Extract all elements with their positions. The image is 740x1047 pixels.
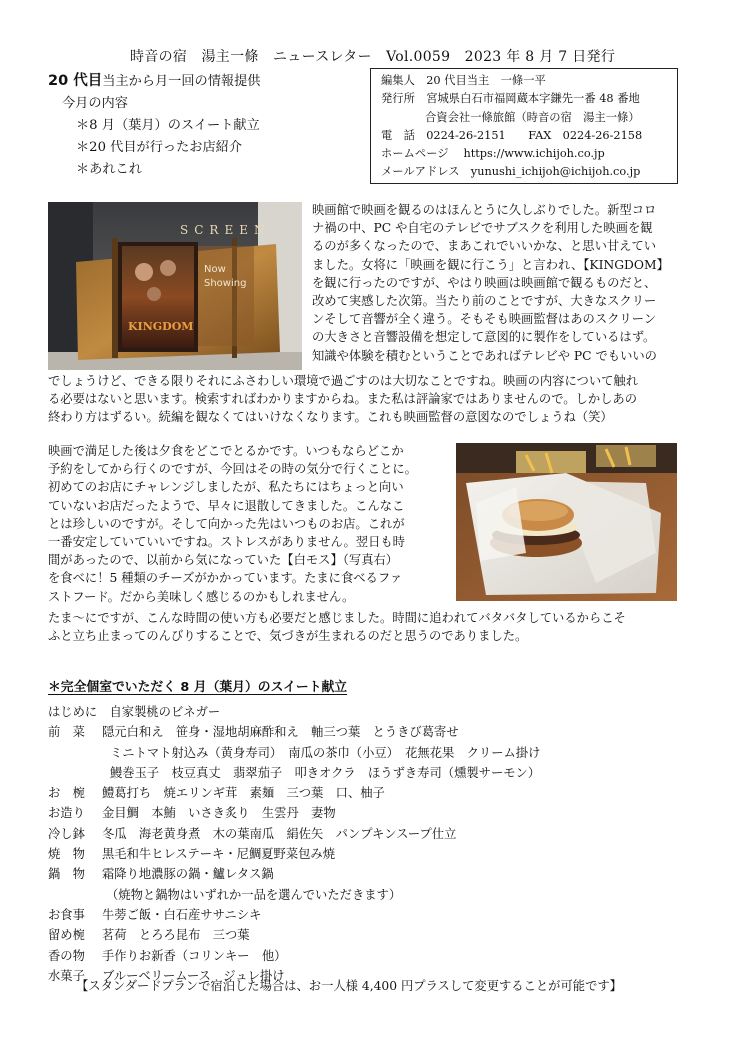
menu-course-items: 手作りお新香（コリンキー 他） [102, 948, 287, 963]
menu-row-nabe [48, 864, 708, 884]
homepage-link[interactable]: ホームページ https://www.ichijoh.co.jp [381, 147, 605, 161]
plan-upgrade-note: 【スタンダードプランで宿泊した場合は、お一人様 4,400 円プラスして変更することが可能です】 [76, 979, 622, 993]
newsletter-header: 時音の宿 湯主一條 ニュースレター Vol.0059 2023 年 8 月 7 日発行 [130, 49, 616, 65]
menu-course-label: 香の物 [48, 948, 85, 963]
menu-course-items: 黒毛和牛ヒレステーキ・尼鯛夏野菜包み焼 [102, 847, 336, 862]
publisher-company: 合資会社一條旅館（時音の宿 湯主一條） [425, 110, 640, 124]
contents-item: ＊20 代目が行ったお店紹介 [76, 140, 243, 155]
suite-menu-list [48, 702, 708, 986]
menu-course-label: 留め椀 [48, 928, 85, 943]
menu-row-owan [48, 783, 708, 803]
menu-course-items: 霜降り地濃豚の鍋・鱸レタス鍋 [102, 867, 274, 882]
menu-course-label: お造り [48, 806, 85, 821]
menu-course-items: 牛蒡ご飯・白石産ササニシキ [102, 907, 262, 922]
menu-row-otsukuri [48, 803, 708, 823]
article-line: でしょうけど、できる限りそれにふさわしい環境で過ごすのは大切なことですね。映画の内容について触れ [48, 374, 639, 388]
intro-heading [48, 70, 368, 93]
sign-showing-text: Showing [204, 278, 247, 289]
article-line: 改めて実感した次第。当たり前のことですが、大きなスクリー [312, 294, 657, 309]
article-line: る必要はないと思います。検索すればわかりますからね。また私は評論家ではありませんので。しかしあの [48, 392, 638, 407]
menu-row-zensai [48, 722, 708, 742]
cinema-photo-illustration [48, 202, 302, 370]
intro-block [48, 70, 368, 181]
menu-course-label: 水菓子 [48, 968, 85, 983]
menu-course-label: 冷し鉢 [48, 826, 85, 841]
article-line: 知識や体験を積むということであればテレビや PC でもいいの [312, 348, 657, 363]
publisher-info-box [370, 68, 678, 184]
article-cinema-column [312, 201, 688, 365]
article-line: ふと立ち止まってのんびりすることで、気づきが生まれるのだと思うのでありました。 [48, 629, 528, 644]
menu-row-konomono [48, 946, 708, 966]
menu-course-label: お 椀 [48, 786, 85, 801]
article-line: 終わり方はずるい。続編を観なくてはいけなくなります。これも映画監督の意図なのでしょうね（笑） [48, 410, 613, 425]
intro-heading-bold: 20 代目 [48, 73, 103, 89]
menu-row-zensai-2: ミニトマト射込み（黄身寿司） 南瓜の茶巾（小豆） 花無花果 クリーム掛け [110, 745, 541, 760]
cinema-photo [48, 202, 302, 370]
publisher-address: 発行所 宮城県白石市福岡蔵本字鎌先一番 48 番地 [381, 92, 640, 106]
menu-course-items: 鱧葛打ち 焼エリンギ茸 素麺 三つ葉 口、柚子 [102, 786, 385, 801]
article-line: 初めてのお店にチャレンジしましたが、私たちにはちょっと向い [48, 480, 404, 495]
poster-title-text: KINGDOM [128, 320, 194, 333]
contents-item: ＊8 月（葉月）のスイート献立 [76, 118, 260, 133]
editor-line: 編集人 20 代目当主 一條一平 [381, 74, 546, 87]
contents-item: ＊あれこれ [76, 162, 142, 177]
sign-screen-text: SCREEN [180, 223, 271, 237]
article-line: 映画で満足した後は夕食をどこでとるかです。いつもならどこか [48, 444, 404, 458]
article-line: たま～にですが、こんな時間の使い方も必要だと感じました。時間に追われてバタバタしているからこそ [48, 611, 626, 625]
menu-row-tomewan [48, 925, 708, 945]
menu-row-hajime: はじめに 自家製桃のビネガー [48, 705, 221, 719]
article-line: るのが多くなったので、まあこれでいいかな、と思い甘えてい [312, 239, 657, 254]
article-cinema-continued [48, 372, 688, 427]
article-line: 間があったので、以前から気になっていた【白モス】（写真右） [48, 553, 399, 568]
article-line: ストフード。だから美味しく感じるのかもしれません。 [48, 589, 355, 604]
intro-heading-rest: 当主から月一回の情報提供 [102, 74, 261, 89]
menu-course-items: 金目鯛 本鮪 いさき炙り 生雲丹 妻物 [102, 806, 336, 821]
menu-course-label: 焼 物 [48, 847, 85, 862]
menu-row-nabe-note: （焼物と鍋物はいずれか一品を選んでいただきます） [106, 887, 402, 902]
menu-row-shokuji [48, 905, 708, 925]
menu-course-items: 冬瓜 海老黄身煮 木の葉南瓜 絹佐矢 パンプキンスープ仕立 [102, 826, 457, 841]
article-line: を観に行ったのですが、やはり映画は映画館で観るものだと、 [312, 275, 657, 290]
menu-course-items: 茗荷 とろろ昆布 三つ葉 [102, 928, 250, 943]
article-dinner-column [48, 442, 450, 606]
article-line: ました。女将に「映画を観に行こう」と言われ、【KINGDOM】 [312, 257, 669, 272]
article-closing [48, 609, 708, 645]
article-line: 予約をしてから行くのですが、今回はその時の気分で行くことに。 [48, 462, 417, 477]
menu-course-items: 隠元白和え 笹身・湿地胡麻酢和え 軸三つ葉 とうきび葛寄せ [102, 725, 459, 740]
article-line: ンそして音響が全く違う。そもそも映画監督はあのスクリーン [312, 312, 657, 327]
phone-fax: 電 話 0224-26-2151 FAX 0224-26-2158 [381, 128, 643, 142]
menu-course-label: 鍋 物 [48, 867, 85, 882]
contents-label: 今月の内容 [62, 96, 128, 111]
burger-photo [456, 443, 677, 601]
sign-now-text: Now [204, 264, 226, 275]
article-line: 一番安定していていいですね。ストレスがありません。翌日も時 [48, 535, 405, 550]
article-line: 映画館で映画を観るのはほんとうに久しぶりでした。新型コロ [312, 203, 657, 217]
article-line: ナ禍の中、PC や自宅のテレビでサブスクを利用した映画を観 [312, 221, 653, 236]
menu-row-yakimono [48, 844, 708, 864]
menu-course-label: 前 菜 [48, 725, 85, 740]
article-line: の大きさと音響設備を想定して意図的に製作をしているはず。 [312, 330, 656, 345]
article-line: とは珍しいのですが。そして向かった先はいつものお店。これが [48, 516, 405, 531]
menu-title: ＊完全個室でいただく 8 月（葉月）のスイート献立 [48, 680, 348, 695]
menu-row-zensai-3: 鰻巻玉子 枝豆真丈 翡翠茄子 叩きオクラ ほうずき寿司（燻製サーモン） [110, 765, 541, 780]
menu-row-hiyashi [48, 824, 708, 844]
article-line: ていないお店だったようで、早々に退散してきました。こんなこ [48, 498, 405, 513]
burger-photo-illustration [456, 443, 677, 601]
email-link[interactable]: メールアドレス yunushi_ichijoh@ichijoh.co.jp [381, 165, 641, 179]
menu-course-label: お食事 [48, 907, 85, 922]
article-line: を食べに！5 種類のチーズがかかっています。たまに食べるファ [48, 571, 403, 586]
menu-course-items: ブルーベリームース ジュレ掛け [102, 968, 285, 983]
